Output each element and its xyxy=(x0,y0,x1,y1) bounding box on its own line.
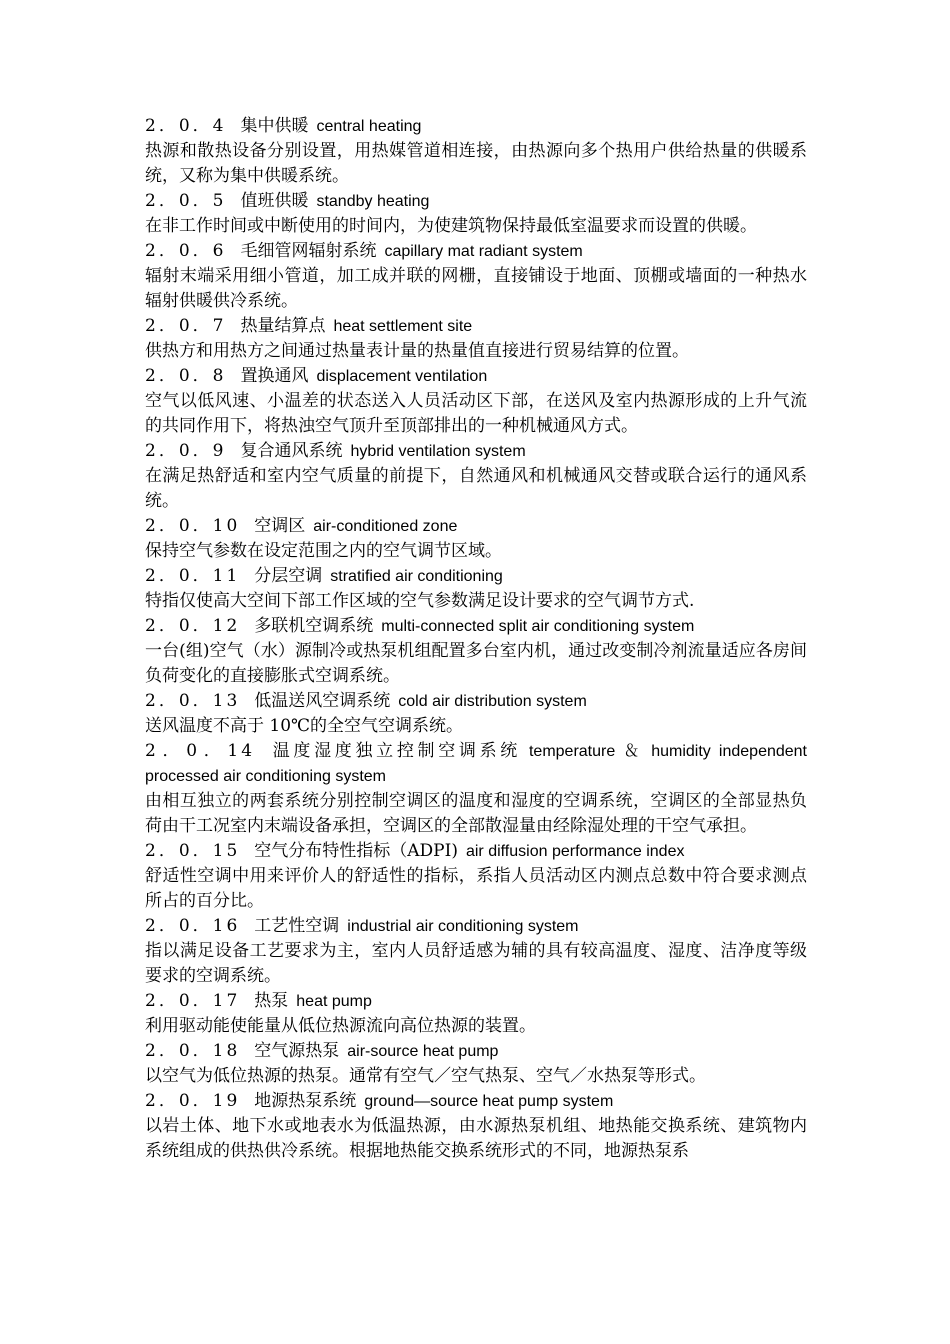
term-number: 2．0．13 xyxy=(145,691,241,711)
term-definition: 指以满足设备工艺要求为主，室内人员舒适感为辅的具有较高温度、湿度、洁净度等级要求的空调系统。 xyxy=(145,941,807,986)
term-heading xyxy=(145,839,807,864)
term-number: 2．0．11 xyxy=(145,566,241,586)
term-chinese: 值班供暖 xyxy=(240,191,309,211)
term-heading xyxy=(145,1089,807,1114)
term-number: 2．0．14 xyxy=(145,741,256,761)
term-definition: 在非工作时间或中断使用的时间内，为使建筑物保持最低室温要求而设置的供暖。 xyxy=(145,216,757,236)
term-chinese: 热量结算点 xyxy=(240,316,326,336)
term-entry xyxy=(145,564,807,614)
term-chinese: 毛细管网辐射系统 xyxy=(240,241,377,261)
term-number: 2．0．5 xyxy=(145,191,227,211)
term-english: displacement ventilation xyxy=(316,368,488,385)
term-number: 2．0．6 xyxy=(145,241,227,261)
term-number: 2．0．7 xyxy=(145,316,227,336)
term-entry xyxy=(145,614,807,689)
term-entry xyxy=(145,839,807,914)
term-chinese: 多联机空调系统 xyxy=(254,616,374,636)
term-entry xyxy=(145,114,807,189)
term-entry xyxy=(145,1089,807,1164)
term-entry xyxy=(145,914,807,989)
term-definition: 舒适性空调中用来评价人的舒适性的指标，系指人员活动区内测点总数中符合要求测点所占的百分比。 xyxy=(145,866,807,911)
term-chinese: 集中供暖 xyxy=(240,116,309,136)
term-entry xyxy=(145,364,807,439)
term-english: hybrid ventilation system xyxy=(350,443,526,460)
term-chinese: 地源热泵系统 xyxy=(254,1091,357,1111)
term-chinese: 低温送风空调系统 xyxy=(254,691,391,711)
term-entry xyxy=(145,1039,807,1089)
term-definition: 利用驱动能使能量从低位热源流向高位热源的装置。 xyxy=(145,1016,536,1036)
term-english: capillary mat radiant system xyxy=(384,243,583,260)
term-english: cold air distribution system xyxy=(398,693,587,710)
term-chinese: 复合通风系统 xyxy=(240,441,343,461)
term-entry xyxy=(145,239,807,314)
term-heading xyxy=(145,314,807,339)
term-heading xyxy=(145,914,807,939)
term-definition: 在满足热舒适和室内空气质量的前提下，自然通风和机械通风交替或联合运行的通风系统。 xyxy=(145,466,807,511)
term-english: multi-connected split air conditioning system xyxy=(381,618,695,635)
term-definition: 一台(组)空气（水）源制冷或热泵机组配置多台室内机，通过改变制冷剂流量适应各房间负荷变化的直接膨胀式空调系统。 xyxy=(145,641,807,686)
term-english: heat settlement site xyxy=(333,318,473,335)
term-definition: 以岩土体、地下水或地表水为低温热源，由水源热泵机组、地热能交换系统、建筑物内系统组成的供热供冷系统。根据地热能交换系统形式的不同，地源热泵系 xyxy=(145,1116,807,1161)
term-entry xyxy=(145,989,807,1039)
term-english: air-source heat pump xyxy=(347,1043,499,1060)
term-english: ground—source heat pump system xyxy=(364,1093,614,1110)
term-definition: 空气以低风速、小温差的状态送入人员活动区下部，在送风及室内热源形成的上升气流的共同作用下，将热浊空气顶升至顶部排出的一种机械通风方式。 xyxy=(145,391,807,436)
term-heading xyxy=(145,564,807,589)
term-definition: 保持空气参数在设定范围之内的空气调节区域。 xyxy=(145,541,502,561)
term-number: 2．0．16 xyxy=(145,916,241,936)
term-english: industrial air conditioning system xyxy=(347,918,579,935)
term-entry xyxy=(145,689,807,739)
term-english: heat pump xyxy=(296,993,372,1010)
term-definition: 供热方和用热方之间通过热量表计量的热量值直接进行贸易结算的位置。 xyxy=(145,341,689,361)
term-english: stratified air conditioning xyxy=(330,568,503,585)
term-definition: 送风温度不高于 10℃的全空气空调系统。 xyxy=(145,716,464,736)
term-definition: 辐射末端采用细小管道，加工成并联的网栅，直接铺设于地面、顶棚或墙面的一种热水辐射供暖供冷系统。 xyxy=(145,266,807,311)
term-entry xyxy=(145,189,807,239)
term-entry xyxy=(145,514,807,564)
term-heading xyxy=(145,514,807,539)
term-chinese: 置换通风 xyxy=(240,366,309,386)
term-chinese: 空气源热泵 xyxy=(254,1041,340,1061)
term-number: 2．0．10 xyxy=(145,516,241,536)
term-entry xyxy=(145,739,807,839)
document-page xyxy=(145,114,807,1164)
term-definition: 热源和散热设备分别设置，用热媒管道相连接，由热源向多个热用户供给热量的供暖系统，又称为集中供暖系统。 xyxy=(145,141,807,186)
term-heading xyxy=(145,114,807,139)
term-number: 2．0．19 xyxy=(145,1091,241,1111)
term-heading xyxy=(145,614,807,639)
term-number: 2．0．17 xyxy=(145,991,241,1011)
term-entry xyxy=(145,439,807,514)
term-english: central heating xyxy=(316,118,422,135)
term-heading xyxy=(145,364,807,389)
term-english: temperature ＆ humidity independent processed air conditioning system xyxy=(145,743,807,785)
term-english: standby heating xyxy=(316,193,430,210)
term-definition: 由相互独立的两套系统分别控制空调区的温度和湿度的空调系统，空调区的全部显热负荷由干工况室内末端设备承担，空调区的全部散湿量由经除湿处理的干空气承担。 xyxy=(145,791,807,836)
term-english: air-conditioned zone xyxy=(313,518,458,535)
term-definition: 以空气为低位热源的热泵。通常有空气／空气热泵、空气／水热泵等形式。 xyxy=(145,1066,706,1086)
term-heading xyxy=(145,1039,807,1064)
term-entry xyxy=(145,314,807,364)
term-english: air diffusion performance index xyxy=(465,843,685,860)
term-number: 2．0．4 xyxy=(145,116,227,136)
term-number: 2．0．12 xyxy=(145,616,241,636)
term-heading xyxy=(145,189,807,214)
term-number: 2．0．15 xyxy=(145,841,241,861)
term-chinese: 分层空调 xyxy=(254,566,323,586)
term-chinese: 空气分布特性指标（ADPI) xyxy=(254,841,458,861)
term-chinese: 工艺性空调 xyxy=(254,916,340,936)
term-heading xyxy=(145,439,807,464)
term-heading xyxy=(145,989,807,1014)
term-definition: 特指仅使高大空间下部工作区域的空气参数满足设计要求的空气调节方式. xyxy=(145,591,695,611)
term-heading xyxy=(145,739,807,789)
term-heading xyxy=(145,689,807,714)
term-chinese: 热泵 xyxy=(254,991,289,1011)
term-number: 2．0．8 xyxy=(145,366,227,386)
term-number: 2．0．9 xyxy=(145,441,227,461)
term-heading xyxy=(145,239,807,264)
term-number: 2．0．18 xyxy=(145,1041,241,1061)
term-chinese: 温度湿度独立控制空调系统 xyxy=(269,741,521,761)
term-chinese: 空调区 xyxy=(254,516,306,536)
